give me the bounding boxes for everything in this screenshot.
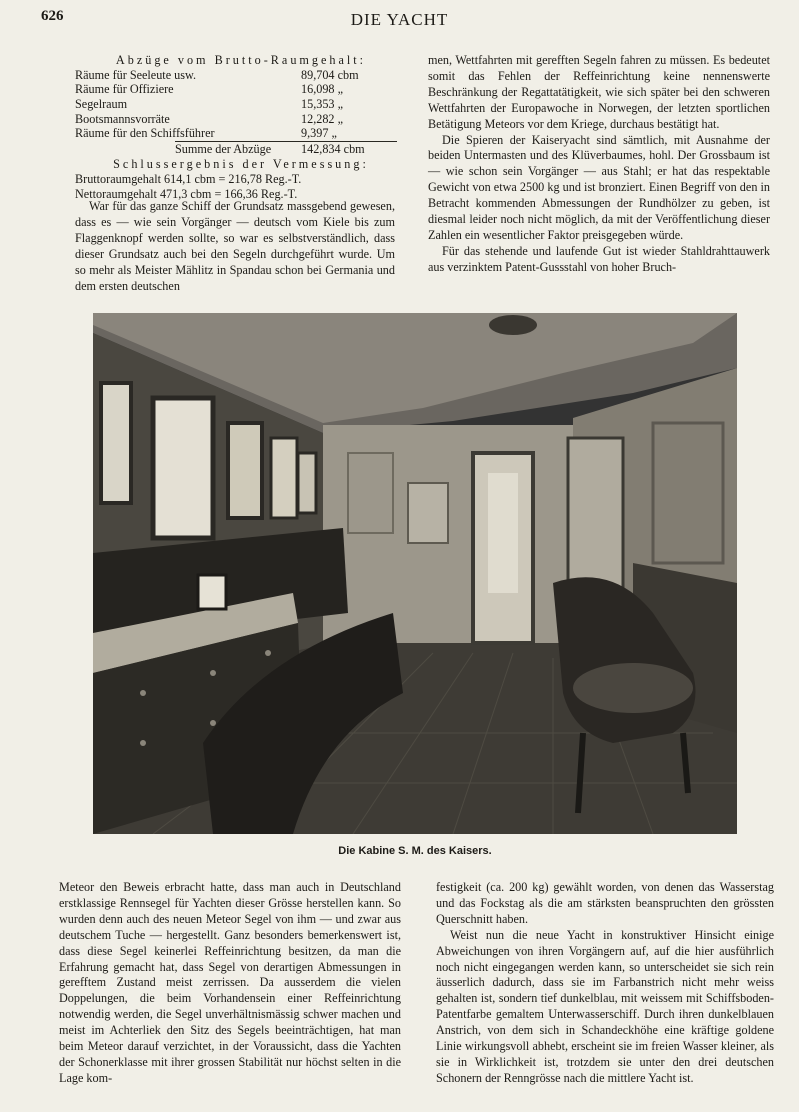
sum-label: Summe der Abzüge [175, 142, 272, 157]
paragraph: men, Wettfahrten mit gerefften Segeln fahren zu müssen. Es bedeutet somit das Fehlen der Reffeinrichtung keine nennenswerte Beschränkung der Regattatätigkeit, wie sich später bei den schweren Wettfahrten der Europawoche in Norwegen, der letzten sportlichen Betätigung Meteors vor dem Kriege, durchaus bestätigt hat. [428, 53, 770, 131]
result-line: Bruttoraumgehalt 614,1 cbm = 216,78 Reg.-T. [75, 171, 302, 186]
row-value: 9,397 „ [301, 126, 337, 141]
table-row [75, 112, 397, 127]
row-label: Segelraum [75, 97, 128, 112]
page-number: 626 [41, 8, 64, 24]
tonnage-table [75, 53, 397, 201]
top-right-text [428, 53, 770, 276]
top-left-text [75, 199, 395, 294]
row-value: 15,353 „ [301, 97, 343, 112]
row-value: 89,704 cbm [301, 67, 359, 82]
table-row [75, 97, 397, 112]
row-label: Räume für Offiziere [75, 82, 174, 97]
row-value: 16,098 „ [301, 82, 343, 97]
paragraph: festigkeit (ca. 200 kg) gewählt worden, von denen das Wasserstag und das Fockstag als die am stärksten beanspruchten den grössten Querschnitt haben. [436, 880, 774, 926]
table-row [75, 126, 397, 141]
table-sum-row [175, 141, 397, 157]
photo-caption: Die Kabine S. M. des Kaisers. [338, 845, 492, 857]
result-line: Nettoraumgehalt 471,3 cbm = 166,36 Reg.-T. [75, 186, 298, 201]
table-row [75, 68, 397, 83]
result-heading: Schlussergebnis der Vermessung: [113, 157, 369, 172]
bottom-left-text [59, 880, 401, 1087]
running-title: DIE YACHT [350, 10, 449, 29]
cabin-photograph [93, 313, 737, 834]
row-label: Räume für Seeleute usw. [75, 67, 197, 82]
cabin-illustration [93, 313, 737, 834]
paragraph: Die Spieren der Kaiseryacht sind sämtlich, mit Ausnahme der beiden Untermasten und des Klüverbaumes, hohl. Der Grossbaum ist — wie schon sein Vorgänger — aus Stahl; er hat das respektable Gewicht von etwa 2500 kg und ist bronziert. Einen Begriff von den in Betracht kommenden Abmessungen der Rundhölzer zu geben, ist diesmal leider noch nicht möglich, da mit der Veröffentlichung dieser Zahlen ein wesentlicher Faktor preisgegeben würde. [428, 132, 770, 242]
paragraph: Für das stehende und laufende Gut ist wieder Stahldrahttauwerk aus verzinktem Patent-Gussstahl von hoher Bruch- [428, 243, 770, 274]
table-row [75, 82, 397, 97]
paragraph: Meteor den Beweis erbracht hatte, dass man auch in Deutschland erstklassige Rennsegel für Yachten dieser Grösse herstellen kann. So wurden denn auch des neuen Meteor Segel von ihm — und zwar aus deutschem Tuche — hergestellt. Ganz besonders bemerkenswert ist, dass diese Segel keinerlei Reffeinrichtung besitzen, da man die Erfahrung gemacht hat, dass Segel von derartigen Abmessungen in gerefftem Zustand meist zerrissen. Da ausserdem die vielen Doppelungen, die beim Vorhandensein einer Reffeinrichtung notwendig werden, die Segel unverhältnismässig schwer machen und meist im Achterliek den Sitz des Segels beeinträchtigen, hat man beim Meteor darauf verzichtet, in der Voraussicht, dass die Yachten der Schonerklasse mit ihrer grossen Stabilität nur höchst selten in die Lage kom- [59, 880, 401, 1085]
row-value: 12,282 „ [301, 111, 343, 126]
paragraph: Weist nun die neue Yacht in konstruktiver Hinsicht einige Abweichungen von ihren Vorgängern auf, auf die hier ausführlich noch nicht eingegangen werden kann, so unterscheidet sie sich rein äusserlich dadurch, dass sie im Farbanstrich nicht mehr weiss gehalten ist, sondern tief dunkelblau, mit weissem mit Schiffsboden-Patentfarbe gemaltem Unterwasserschiff. Durch ihren dunkelblauen Anstrich, von dem sich in Schandeckhöhe eine kräftige goldene Linie wirkungsvoll abhebt, erscheint sie im freien Wasser kleiner, als sie in Wirklichkeit ist, trotzdem sie unter den drei deutschen Schonern der Renngrösse nach die mittlere Yacht ist. [436, 927, 774, 1085]
paragraph: War für das ganze Schiff der Grundsatz massgebend gewesen, dass es — wie sein Vorgänger — deutsch vom Kiele bis zum Flaggenknopf werden sollte, so war es selbstverständlich, dass dieser Grundsatz auch bei den Segeln durchgeführt wurde. Um so mehr als Meister Mählitz in Spandau schon bei Germania und dem ersten deutschen [75, 199, 395, 293]
bottom-right-text [436, 880, 774, 1087]
table-heading: Abzüge vom Brutto-Raumgehalt: [115, 53, 367, 67]
row-label: Bootsmannsvorräte [75, 111, 170, 126]
row-label: Räume für den Schiffsführer [75, 126, 215, 141]
sum-value: 142,834 cbm [301, 142, 365, 157]
